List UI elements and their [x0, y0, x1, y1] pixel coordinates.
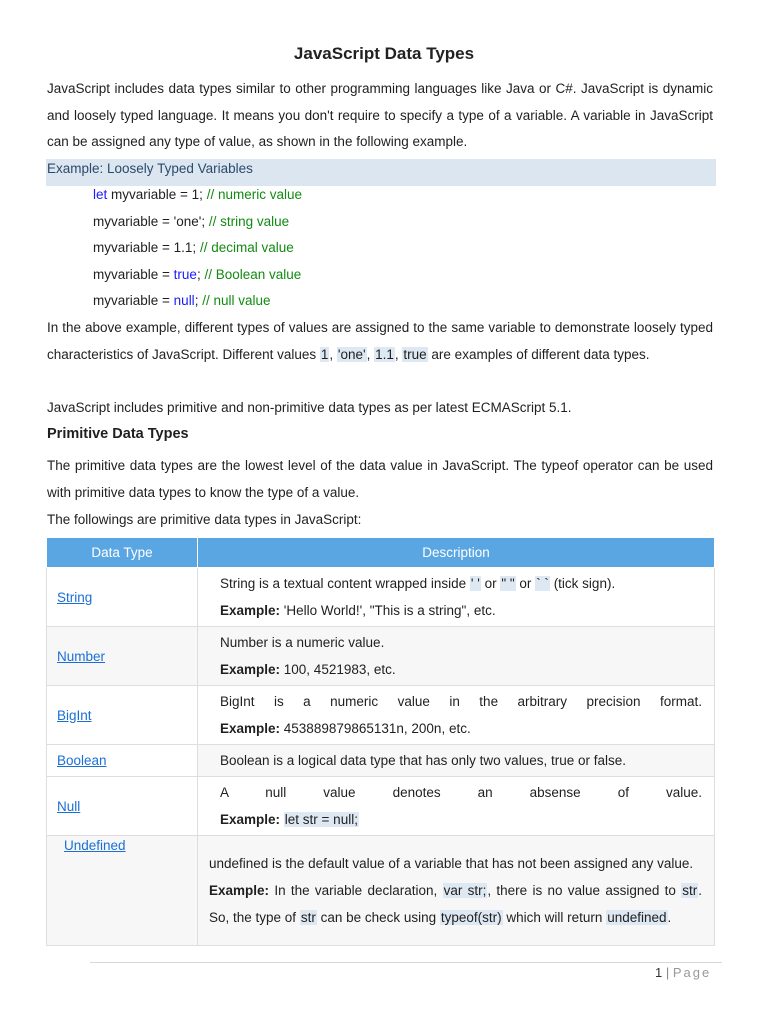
code-comment: // Boolean value	[204, 267, 302, 282]
code-text: myvariable =	[93, 293, 174, 308]
inline-code: var str;	[443, 883, 487, 898]
table-row	[47, 836, 715, 946]
example-text	[220, 806, 702, 833]
example-label: Example:	[220, 812, 281, 827]
text: , there is no value assigned to	[487, 883, 682, 898]
primitive-paragraph: The primitive data types are the lowest level of the data value in JavaScript. The typeof operator can be used with primitive data types to know the type of a value.	[47, 458, 713, 500]
example-label: Example:	[220, 603, 281, 618]
table-row	[47, 686, 715, 745]
inline-code: 1	[320, 346, 329, 362]
description-cell	[198, 686, 715, 745]
type-link-boolean[interactable]: Boolean	[57, 753, 107, 768]
code-comment: // numeric value	[206, 187, 302, 202]
paragraph-text: ,	[329, 346, 337, 362]
example-text	[209, 877, 702, 931]
code-text: myvariable = 1;	[107, 187, 207, 202]
inline-code: ` `	[536, 576, 549, 591]
example-header: Example: Loosely Typed Variables	[46, 159, 716, 186]
paragraph-text: ,	[394, 346, 403, 362]
description-text: undefined is the default value of a variable that has not been assigned any value.	[209, 856, 694, 871]
inline-code: ' '	[470, 576, 480, 591]
inline-code: let str = null;	[284, 812, 358, 827]
inline-code: str	[300, 910, 316, 925]
code-text: myvariable = 1.1;	[93, 240, 200, 255]
page-footer	[655, 965, 711, 980]
text: can be check using	[316, 910, 440, 925]
table-row	[47, 777, 715, 836]
code-text: myvariable =	[93, 267, 174, 282]
type-cell	[47, 777, 198, 836]
code-text: ;	[194, 293, 203, 308]
text: 'Hello World!', "This is a string", etc.	[280, 603, 496, 618]
code-keyword: null	[173, 293, 195, 308]
text: (tick sign).	[549, 576, 616, 591]
description-text	[220, 570, 702, 597]
paragraph-text: In the above example, different types of values are assigned to the same variable to demonstrate loosely typed characteristics of JavaScript. Different values	[47, 320, 713, 362]
description-text: Boolean is a logical data type that has only two values, true or false.	[220, 753, 626, 768]
text: 453889879865131n, 200n, etc.	[280, 721, 471, 736]
footer-separator: |	[662, 965, 673, 980]
description-text: BigInt is a numeric value in the arbitrary precision format.	[220, 694, 702, 709]
example-label: Example:	[220, 721, 281, 736]
code-keyword: let	[93, 187, 108, 202]
ecmascript-paragraph: JavaScript includes primitive and non-primitive data types as per latest ECMAScript 5.1.	[47, 400, 572, 415]
description-cell	[198, 745, 715, 777]
text: . So, the type of	[209, 883, 702, 925]
table-row	[47, 627, 715, 686]
code-line-5	[93, 291, 271, 311]
example-text	[220, 656, 702, 683]
type-link-string[interactable]: String	[57, 589, 93, 605]
code-text: myvariable = 'one';	[93, 214, 209, 229]
page-number: 1	[655, 965, 663, 980]
header-description: Description	[198, 538, 715, 568]
section-heading: Primitive Data Types	[47, 426, 189, 442]
code-comment: // null value	[202, 293, 271, 308]
inline-code: " "	[501, 576, 515, 591]
inline-code: str	[682, 883, 698, 898]
description-cell	[198, 836, 715, 946]
inline-code: true	[403, 346, 427, 362]
description-text: A null value denotes an absense of value.	[220, 785, 702, 800]
paragraph-text: ,	[366, 346, 375, 362]
list-intro-paragraph: The followings are primitive data types in JavaScript:	[47, 512, 362, 527]
code-comment: // string value	[208, 214, 290, 229]
inline-code: typeof(str)	[440, 910, 502, 925]
example-label: Example:	[220, 662, 281, 677]
text: In the variable declaration,	[269, 883, 443, 898]
description-cell	[198, 568, 715, 627]
type-link-null[interactable]: Null	[57, 798, 81, 814]
code-line-3	[93, 238, 294, 258]
type-cell	[47, 745, 198, 777]
data-types-table	[46, 537, 715, 946]
text: or	[515, 576, 536, 591]
text: or	[480, 576, 501, 591]
header-data-type: Data Type	[47, 538, 198, 568]
text: which will return	[502, 910, 607, 925]
type-cell	[47, 836, 198, 946]
example-text	[220, 597, 702, 624]
table-row	[47, 745, 715, 777]
example-label: Example:	[209, 883, 270, 898]
intro-paragraph: JavaScript includes data types similar to other programming languages like Java or C#. JavaScript is dynamic and loosely typed language. It means you don't require to specify a type of a variable. A variable in JavaScript can be assigned any type of value, as shown in the following example.	[47, 81, 713, 149]
code-comment: // decimal value	[199, 240, 294, 255]
table-row	[47, 568, 715, 627]
example-text	[220, 715, 702, 742]
inline-code: 1.1	[375, 346, 394, 362]
type-link-bigint[interactable]: BigInt	[57, 707, 92, 723]
text: String is a textual content wrapped inside	[220, 576, 470, 591]
type-cell	[47, 627, 198, 686]
text: .	[667, 910, 672, 925]
type-link-undefined[interactable]: Undefined	[64, 838, 126, 853]
code-line-4	[93, 265, 301, 285]
page-title: JavaScript Data Types	[293, 44, 475, 63]
explanation-paragraph	[47, 315, 713, 368]
description-cell	[198, 627, 715, 686]
code-line-1	[93, 185, 302, 205]
footer-divider	[90, 962, 722, 963]
type-link-number[interactable]: Number	[57, 648, 106, 664]
text: 100, 4521983, etc.	[280, 662, 396, 677]
type-cell	[47, 568, 198, 627]
code-keyword: true	[173, 267, 197, 282]
inline-code: undefined	[607, 910, 667, 925]
type-cell	[47, 686, 198, 745]
inline-code: 'one'	[337, 346, 366, 362]
table-header-row	[47, 538, 715, 568]
description-cell	[198, 777, 715, 836]
description-text: Number is a numeric value.	[220, 635, 385, 650]
code-text: ;	[196, 267, 205, 282]
code-line-2	[93, 212, 289, 232]
page-word: Page	[672, 965, 712, 980]
paragraph-text: are examples of different data types.	[427, 346, 650, 362]
